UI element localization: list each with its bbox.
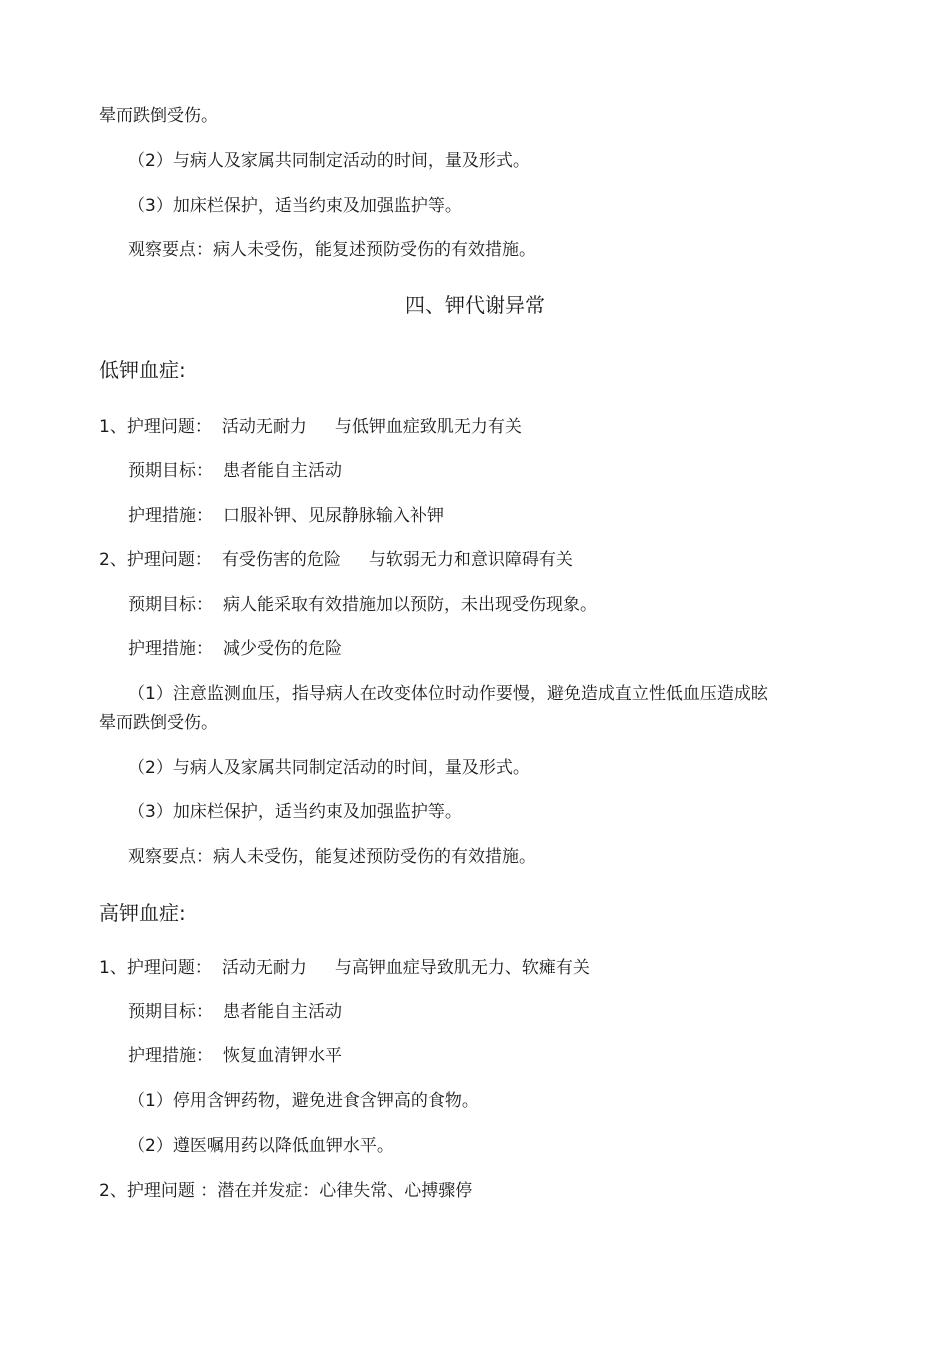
measure-label: 护理措施： [128,1046,213,1066]
measure-label: 护理措施： [128,639,213,659]
list-item: （2）与病人及家属共同制定活动的时间，量及形式。 [128,151,530,171]
list-item: （3）加床栏保护，适当约束及加强监护等。 [128,196,462,216]
list-item: （1）注意监测血压，指导病人在改变体位时动作要慢，避免造成直立性低血压造成眩 [128,684,768,704]
observation-note: 观察要点：病人未受伤，能复述预防受伤的有效措施。 [128,240,536,260]
subsection-title-hypokalemia: 低钾血症: [99,358,186,382]
section-title [0,292,950,318]
list-item: （2）遵医嘱用药以降低血钾水平。 [128,1136,394,1156]
problem-label: 1、护理问题： [99,417,212,437]
goal-text: 病人能采取有效措施加以预防，未出现受伤现象。 [223,595,597,615]
list-item: （2）与病人及家属共同制定活动的时间，量及形式。 [128,758,530,778]
measure-label: 护理措施： [128,506,213,526]
nursing-problem-1 [99,957,590,979]
nursing-problem-1 [99,416,522,438]
nursing-measure [128,505,444,527]
nursing-measure [128,1045,342,1067]
list-item-continuation: 晕而跌倒受伤。 [99,713,218,733]
subsection-title-hyperkalemia: 高钾血症: [99,901,186,925]
expected-goal [128,594,597,616]
nursing-problem-2 [99,549,573,571]
goal-text: 患者能自主活动 [223,1002,342,1022]
nursing-measure [128,638,342,660]
problem-text: 有受伤害的危险 [221,550,341,570]
expected-goal [128,1001,342,1023]
goal-label: 预期目标： [128,1002,213,1022]
goal-label: 预期目标： [128,461,213,481]
text-line: 晕而跌倒受伤。 [99,106,218,126]
measure-text: 口服补钾、见尿静脉输入补钾 [223,506,444,526]
problem-label: 1、护理问题： [99,958,212,978]
measure-text: 减少受伤的危险 [223,639,342,659]
nursing-problem-2: 2、护理问题 ：潜在并发症：心律失常、心搏骤停 [99,1181,473,1201]
list-item: （1）停用含钾药物，避免进食含钾高的食物。 [128,1091,479,1111]
goal-text: 患者能自主活动 [223,461,342,481]
problem-text: 活动无耐力 [221,958,307,978]
problem-cause: 与低钾血症致肌无力有关 [334,417,522,437]
problem-label: 2、护理问题： [99,550,212,570]
measure-text: 恢复血清钾水平 [223,1046,342,1066]
expected-goal [128,460,342,482]
list-item: （3）加床栏保护，适当约束及加强监护等。 [128,802,462,822]
problem-text: 活动无耐力 [221,417,307,437]
section-title-text: 四、钾代谢异常 [405,293,545,317]
problem-cause: 与高钾血症导致肌无力、软瘫有关 [334,958,590,978]
problem-cause: 与软弱无力和意识障碍有关 [368,550,573,570]
goal-label: 预期目标： [128,595,213,615]
observation-note: 观察要点：病人未受伤，能复述预防受伤的有效措施。 [128,847,536,867]
